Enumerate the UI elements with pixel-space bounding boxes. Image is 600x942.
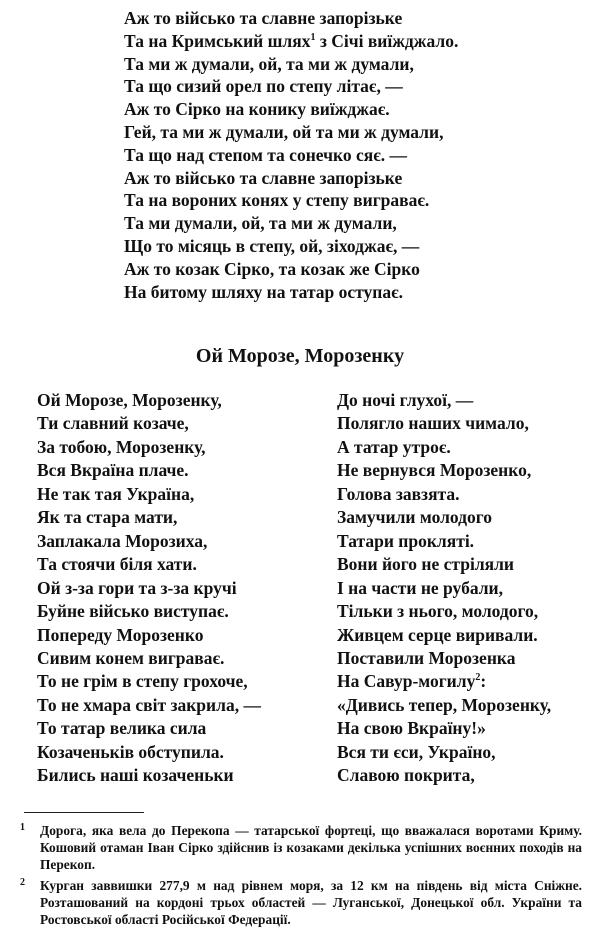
line-text: Тільки з нього, молодого,	[337, 601, 539, 622]
line-text: Голова завзята.	[337, 483, 460, 504]
line-text: Аж то військо та славне запорізьке	[124, 167, 403, 188]
line-text: Вся ти єси, Україно,	[337, 741, 496, 762]
poem-line	[124, 30, 458, 53]
footnote-marker: 2	[475, 672, 481, 684]
poem-line	[337, 624, 551, 647]
line-text: До ночі глухої, —	[337, 390, 474, 410]
poem-line	[37, 717, 261, 740]
poem-line	[337, 436, 551, 459]
line-text: На Савур-могилу	[337, 671, 476, 692]
footnote-item	[20, 822, 582, 873]
line-text: Та на Кримський шлях	[124, 30, 311, 51]
poem-line	[337, 764, 551, 787]
poem-line	[124, 53, 458, 76]
poem-line	[337, 694, 551, 717]
line-text: То татар велика сила	[37, 718, 207, 739]
poem-top	[124, 7, 458, 303]
poem-title: Ой Морозе, Морозенку	[195, 345, 405, 367]
line-text: Ой Морозе, Морозенку,	[37, 390, 222, 410]
poem-line	[337, 600, 551, 623]
line-text: На битому шляху на татар оступає.	[124, 281, 404, 302]
poem-line	[337, 741, 551, 764]
line-text: Не так тая Україна,	[37, 483, 195, 504]
line-text: Ти славний козаче,	[37, 413, 189, 434]
line-text: Та ми думали, ой, та ми ж думали,	[124, 213, 397, 234]
line-text: Та стоячи біля хати.	[37, 554, 197, 575]
poem-line	[124, 167, 458, 190]
poem-line	[337, 389, 551, 412]
line-text: Аж то Сірко на конику виїжджає.	[124, 99, 390, 120]
poem-line	[124, 258, 458, 281]
poem-line	[37, 647, 261, 670]
line-text: Що то місяць в степу, ой, зіходжає, —	[124, 235, 420, 256]
line-text: Буйне військо виступає.	[37, 601, 229, 622]
line-text: Та що над степом та сонечко сяє. —	[124, 144, 408, 165]
line-text: Не вернувся Морозенко,	[337, 460, 532, 481]
poem-line	[337, 577, 551, 600]
poem-line	[37, 483, 261, 506]
line-text: Замучили молодого	[337, 507, 493, 528]
line-text: Живцем серце виривали.	[337, 624, 538, 645]
footnote-marker: 1	[310, 31, 316, 43]
line-text: Ой з-за гори та з-за кручі	[37, 577, 237, 598]
line-text: Та ми ж думали, ой, та ми ж думали,	[124, 53, 414, 74]
poem-line	[124, 7, 458, 30]
poem-line	[37, 764, 261, 787]
footnote-number: 2	[20, 877, 25, 888]
poem-line	[124, 235, 458, 258]
poem-line	[337, 506, 551, 529]
poem-line	[124, 121, 458, 144]
line-text: Як та стара мати,	[37, 507, 178, 528]
poem-line	[337, 647, 551, 670]
line-text: «Дивись тепер, Морозенку,	[337, 694, 552, 715]
poem-line	[37, 741, 261, 764]
line-text: А татар утроє.	[337, 436, 451, 457]
poem-line	[37, 694, 261, 717]
poem-line	[37, 624, 261, 647]
poem-line	[37, 459, 261, 482]
line-text: Полягло наших чимало,	[337, 413, 529, 434]
poem-line	[37, 412, 261, 435]
poem-line	[337, 553, 551, 576]
line-text: Попереду Морозенко	[37, 624, 204, 645]
line-text: Вони його не стріляли	[337, 554, 515, 575]
poem-column-left	[37, 389, 261, 788]
poem-line	[37, 506, 261, 529]
poem-line	[337, 483, 551, 506]
line-text: Аж то військо та славне запорізьке	[124, 8, 403, 28]
line-text: Поставили Морозенка	[337, 647, 516, 668]
footnote-text: Дорога, яка вела до Перекопа — татарської фортеці, що вважалася воротами Криму. Кошовий отаман Іван Сірко здійснив із козаками декілька успішних воєнних походів на Перекоп.	[40, 823, 582, 872]
line-text: Вся Вкраїна плаче.	[37, 460, 189, 481]
line-text: І на части не рубали,	[337, 577, 504, 598]
poem-line	[37, 577, 261, 600]
poem-line	[37, 553, 261, 576]
line-text: Та що сизий орел по степу літає, —	[124, 76, 403, 97]
line-text: Славою покрита,	[337, 765, 475, 786]
line-text: Гей, та ми ж думали, ой та ми ж думали,	[124, 121, 444, 142]
line-text: Козаченьків обступила.	[37, 741, 224, 762]
poem-line	[124, 212, 458, 235]
poem-line	[37, 670, 261, 693]
poem-line	[124, 189, 458, 212]
line-text-rest: з Січі виїжджало.	[315, 30, 459, 51]
line-text-rest: :	[480, 671, 487, 692]
poem-line	[337, 717, 551, 740]
line-text: То не хмара світ закрила, —	[37, 694, 261, 715]
poem-line	[37, 389, 261, 412]
poem-line	[124, 144, 458, 167]
poem-line	[37, 600, 261, 623]
footnote-divider	[24, 812, 144, 813]
line-text: Аж то козак Сірко, та козак же Сірко	[124, 258, 420, 279]
poem-line	[37, 436, 261, 459]
poem-column-right	[337, 389, 551, 788]
line-text: За тобою, Морозенку,	[37, 436, 206, 457]
poem-line	[124, 281, 458, 304]
poem-line	[337, 459, 551, 482]
footnotes	[20, 822, 582, 932]
line-text: Заплакала Морозиха,	[37, 530, 208, 551]
line-text: Та на вороних конях у степу виграває.	[124, 190, 430, 211]
footnote-text: Курган заввишки 277,9 м над рівнем моря, за 12 км на південь від міста Сніжне. Розташований на кордоні трьох областей — Луганської, Донецької обл. України та Ростовської області Російської Федерації.	[40, 878, 582, 927]
poem-line	[124, 75, 458, 98]
poem-line	[337, 670, 551, 693]
line-text: Татари прокляті.	[337, 530, 475, 551]
footnote-item	[20, 877, 582, 928]
poem-line	[337, 530, 551, 553]
poem-line	[124, 98, 458, 121]
line-text: Бились наші козаченьки	[37, 765, 234, 786]
footnote-number: 1	[20, 822, 25, 833]
line-text: На свою Вкраїну!»	[337, 718, 486, 739]
line-text: То не грім в степу грохоче,	[37, 671, 248, 692]
line-text: Сивим конем виграває.	[37, 647, 225, 668]
poem-line	[337, 412, 551, 435]
poem-line	[37, 530, 261, 553]
